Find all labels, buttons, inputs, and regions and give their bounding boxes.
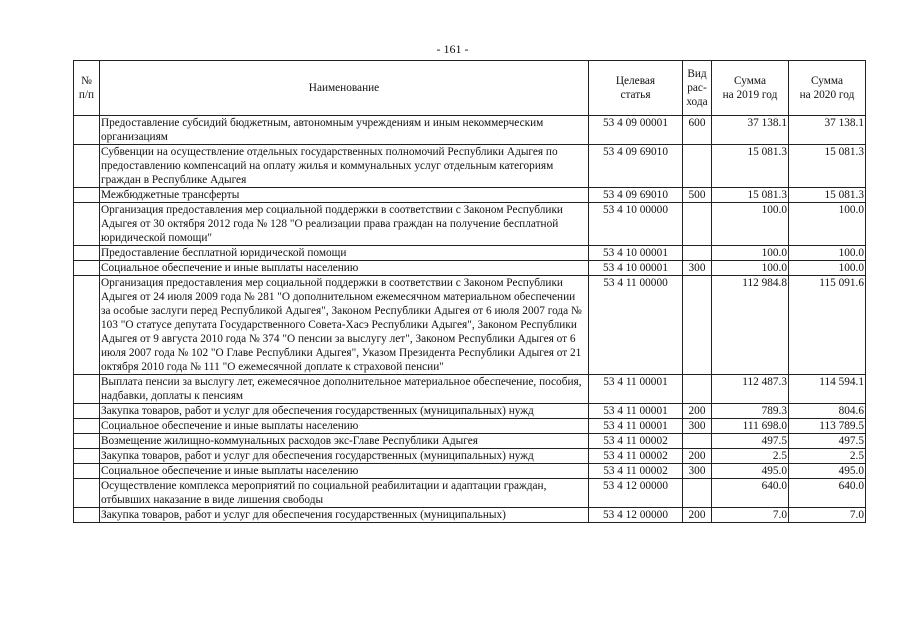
row-name-cell: Закупка товаров, работ и услуг для обеспечения государственных (муниципальных) нужд xyxy=(100,449,589,464)
row-sum-2020-cell: 497.5 xyxy=(789,434,866,449)
row-expense-type-cell: 600 xyxy=(683,116,712,145)
row-expense-type-cell xyxy=(683,203,712,246)
row-sum-2020-cell: 804.6 xyxy=(789,404,866,419)
column-header-target-article: Целевая статья xyxy=(589,61,683,116)
row-number-cell xyxy=(74,203,100,246)
row-target-article-cell: 53 4 11 00000 xyxy=(589,276,683,375)
row-name-cell: Предоставление бесплатной юридической помощи xyxy=(100,246,589,261)
row-sum-2019-cell: 495.0 xyxy=(712,464,789,479)
row-sum-2020-cell: 100.0 xyxy=(789,203,866,246)
row-number-cell xyxy=(74,116,100,145)
row-target-article-cell: 53 4 10 00000 xyxy=(589,203,683,246)
row-name-cell: Социальное обеспечение и иные выплаты населению xyxy=(100,464,589,479)
row-expense-type-cell xyxy=(683,276,712,375)
row-target-article-cell: 53 4 09 69010 xyxy=(589,145,683,188)
row-expense-type-cell: 500 xyxy=(683,188,712,203)
table-row xyxy=(74,479,866,508)
row-sum-2020-cell: 7.0 xyxy=(789,508,866,523)
row-number-cell xyxy=(74,464,100,479)
row-expense-type-cell: 300 xyxy=(683,419,712,434)
row-sum-2019-cell: 2.5 xyxy=(712,449,789,464)
row-name-cell: Возмещение жилищно-коммунальных расходов экс-Главе Республики Адыгея xyxy=(100,434,589,449)
row-target-article-cell: 53 4 12 00000 xyxy=(589,508,683,523)
row-name-cell: Организация предоставления мер социальной поддержки в соответствии с Законом Республики Адыгея от 24 июля 2009 года № 281 "О дополнительном ежемесячном материальном обеспечении за особые заслуги перед Республикой Адыгея", Законом Республики Адыгея от 6 июля 2007 года № 103 "О статусе депутата Государственного Совета-Хасэ Республики Адыгея", Законом Республики Адыгея от 9 августа 2010 года № 374 "О пенсии за выслугу лет", Законом Республики Адыгея от 6 июля 2007 года № 102 "О Главе Республики Адыгея", Указом Президента Республики Адыгея от 21 октября 2010 года № 111 "О ежемесячной доплате к страховой пенсии" xyxy=(100,276,589,375)
row-sum-2019-cell: 100.0 xyxy=(712,261,789,276)
row-sum-2020-cell: 640.0 xyxy=(789,479,866,508)
row-target-article-cell: 53 4 11 00002 xyxy=(589,434,683,449)
row-sum-2019-cell: 7.0 xyxy=(712,508,789,523)
row-number-cell xyxy=(74,188,100,203)
row-sum-2019-cell: 112 487.3 xyxy=(712,375,789,404)
row-target-article-cell: 53 4 11 00001 xyxy=(589,419,683,434)
row-target-article-cell: 53 4 11 00002 xyxy=(589,464,683,479)
row-number-cell xyxy=(74,276,100,375)
table-row xyxy=(74,145,866,188)
row-name-cell: Осуществление комплекса мероприятий по социальной реабилитации и адаптации граждан, отбывших наказание в виде лишения свободы xyxy=(100,479,589,508)
row-expense-type-cell: 200 xyxy=(683,404,712,419)
row-expense-type-cell xyxy=(683,375,712,404)
row-expense-type-cell xyxy=(683,145,712,188)
row-name-cell: Субвенции на осуществление отдельных государственных полномочий Республики Адыгея по предоставлению компенсаций на оплату жилья и коммунальных услуг отдельным категориям граждан в Республике Адыгея xyxy=(100,145,589,188)
table-row xyxy=(74,276,866,375)
row-sum-2020-cell: 37 138.1 xyxy=(789,116,866,145)
row-sum-2020-cell: 115 091.6 xyxy=(789,276,866,375)
row-sum-2020-cell: 15 081.3 xyxy=(789,145,866,188)
table-row xyxy=(74,188,866,203)
row-number-cell xyxy=(74,246,100,261)
row-target-article-cell: 53 4 09 69010 xyxy=(589,188,683,203)
row-sum-2019-cell: 15 081.3 xyxy=(712,188,789,203)
table-row xyxy=(74,203,866,246)
row-sum-2020-cell: 113 789.5 xyxy=(789,419,866,434)
row-name-cell: Закупка товаров, работ и услуг для обеспечения государственных (муниципальных) нужд xyxy=(100,404,589,419)
row-sum-2019-cell: 111 698.0 xyxy=(712,419,789,434)
row-number-cell xyxy=(74,375,100,404)
row-number-cell xyxy=(74,145,100,188)
row-target-article-cell: 53 4 10 00001 xyxy=(589,246,683,261)
row-expense-type-cell: 200 xyxy=(683,449,712,464)
table-row xyxy=(74,375,866,404)
table-row xyxy=(74,464,866,479)
row-target-article-cell: 53 4 09 00001 xyxy=(589,116,683,145)
table-body xyxy=(74,116,866,523)
row-expense-type-cell: 300 xyxy=(683,464,712,479)
row-sum-2020-cell: 100.0 xyxy=(789,246,866,261)
column-header-sum-2020: Сумма на 2020 год xyxy=(789,61,866,116)
row-expense-type-cell xyxy=(683,434,712,449)
row-expense-type-cell: 300 xyxy=(683,261,712,276)
table-row xyxy=(74,434,866,449)
row-name-cell: Межбюджетные трансферты xyxy=(100,188,589,203)
table-row xyxy=(74,449,866,464)
row-number-cell xyxy=(74,449,100,464)
column-header-name: Наименование xyxy=(100,61,589,116)
table-row xyxy=(74,404,866,419)
budget-table xyxy=(73,60,866,523)
column-header-sum-2019: Сумма на 2019 год xyxy=(712,61,789,116)
row-number-cell xyxy=(74,434,100,449)
row-sum-2019-cell: 100.0 xyxy=(712,246,789,261)
table-row xyxy=(74,508,866,523)
row-target-article-cell: 53 4 11 00001 xyxy=(589,404,683,419)
column-header-expense-type: Вид рас- хода xyxy=(683,61,712,116)
table-row xyxy=(74,246,866,261)
row-name-cell: Социальное обеспечение и иные выплаты населению xyxy=(100,419,589,434)
row-name-cell: Предоставление субсидий бюджетным, автономным учреждениям и иным некоммерческим организациям xyxy=(100,116,589,145)
row-sum-2020-cell: 15 081.3 xyxy=(789,188,866,203)
row-sum-2020-cell: 2.5 xyxy=(789,449,866,464)
row-sum-2020-cell: 114 594.1 xyxy=(789,375,866,404)
row-name-cell: Социальное обеспечение и иные выплаты населению xyxy=(100,261,589,276)
table-row xyxy=(74,261,866,276)
row-expense-type-cell xyxy=(683,479,712,508)
table-row xyxy=(74,116,866,145)
row-sum-2019-cell: 112 984.8 xyxy=(712,276,789,375)
row-number-cell xyxy=(74,508,100,523)
table-row xyxy=(74,419,866,434)
row-name-cell: Организация предоставления мер социальной поддержки в соответствии с Законом Республики Адыгея от 30 октября 2012 года № 128 "О реализации права граждан на получение бесплатной юридической помощи" xyxy=(100,203,589,246)
row-target-article-cell: 53 4 11 00001 xyxy=(589,375,683,404)
row-sum-2019-cell: 15 081.3 xyxy=(712,145,789,188)
row-number-cell xyxy=(74,419,100,434)
row-number-cell xyxy=(74,261,100,276)
row-sum-2019-cell: 789.3 xyxy=(712,404,789,419)
row-target-article-cell: 53 4 11 00002 xyxy=(589,449,683,464)
row-sum-2020-cell: 100.0 xyxy=(789,261,866,276)
row-sum-2020-cell: 495.0 xyxy=(789,464,866,479)
row-number-cell xyxy=(74,404,100,419)
column-header-number: № п/п xyxy=(74,61,100,116)
page-number: - 161 - xyxy=(436,42,469,56)
row-target-article-cell: 53 4 10 00001 xyxy=(589,261,683,276)
row-sum-2019-cell: 640.0 xyxy=(712,479,789,508)
row-expense-type-cell xyxy=(683,246,712,261)
row-target-article-cell: 53 4 12 00000 xyxy=(589,479,683,508)
row-sum-2019-cell: 37 138.1 xyxy=(712,116,789,145)
row-sum-2019-cell: 100.0 xyxy=(712,203,789,246)
row-sum-2019-cell: 497.5 xyxy=(712,434,789,449)
row-name-cell: Выплата пенсии за выслугу лет, ежемесячное дополнительное материальное обеспечение, пособия, надбавки, доплаты к пенсиям xyxy=(100,375,589,404)
row-name-cell: Закупка товаров, работ и услуг для обеспечения государственных (муниципальных) xyxy=(100,508,589,523)
table-header-row xyxy=(74,61,866,116)
row-number-cell xyxy=(74,479,100,508)
row-expense-type-cell: 200 xyxy=(683,508,712,523)
